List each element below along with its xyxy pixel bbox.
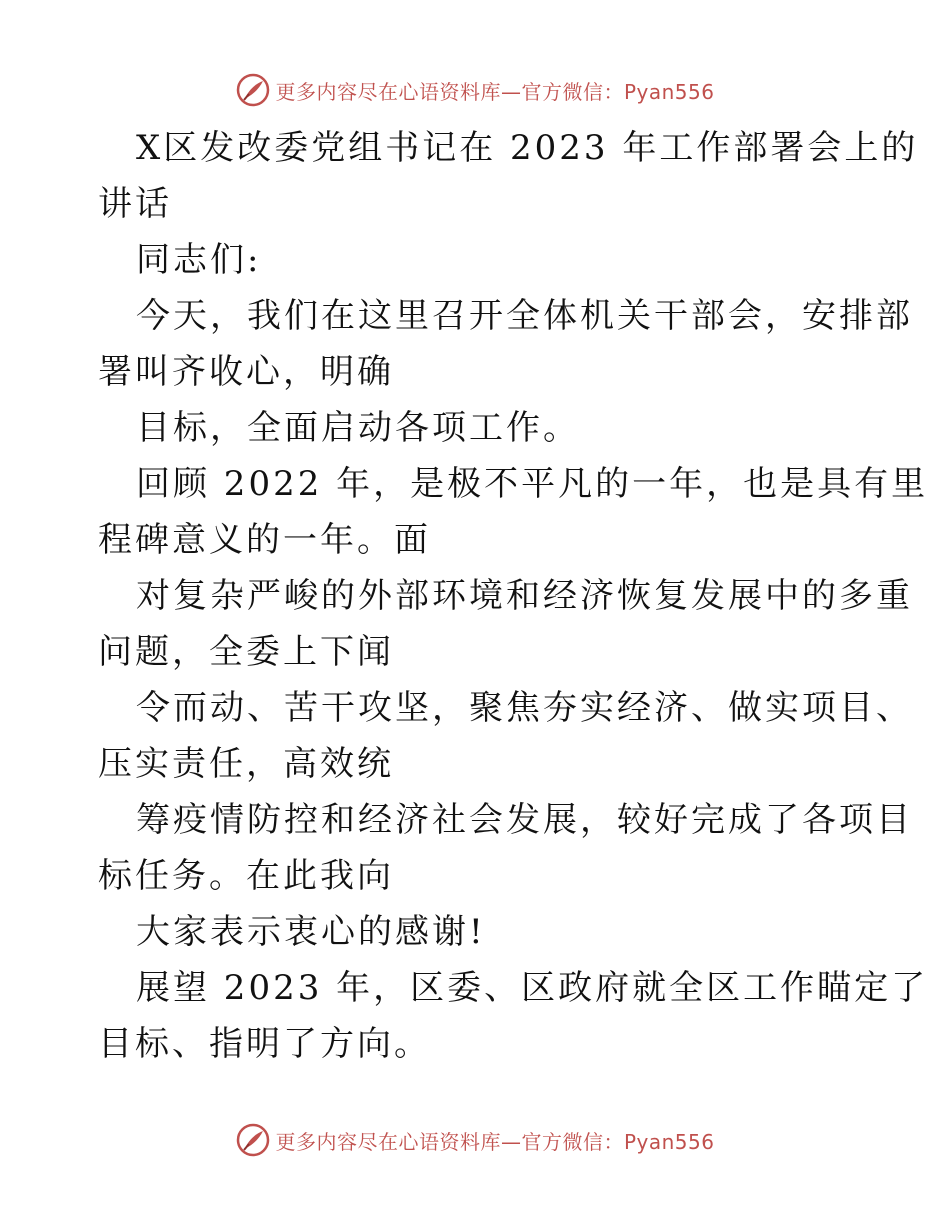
banner-text: 更多内容尽在心语资料库—官方微信：Pyan556 <box>275 1129 715 1154</box>
text-line: 问题，全委上下闻 <box>98 632 394 672</box>
text-line: 署叫齐收心，明确 <box>98 352 394 392</box>
text-line: 大家表示衷心的感谢! <box>136 912 486 952</box>
text-line: 讲话 <box>98 184 172 224</box>
text-line: 程碑意义的一年。面 <box>98 520 431 560</box>
footer-banner <box>0 1120 950 1160</box>
header-banner <box>0 70 950 110</box>
document-body <box>98 120 929 1072</box>
text-line: 今天，我们在这里召开全体机关干部会，安排部 <box>136 296 913 336</box>
quill-logo-icon <box>235 1122 271 1158</box>
text-line: 目标，全面启动各项工作。 <box>136 408 580 448</box>
text-line: 展望 2023 年，区委、区政府就全区工作瞄定了 <box>136 968 929 1008</box>
text-line: 压实责任，高效统 <box>98 744 394 784</box>
text-line: X区发改委党组书记在 2023 年工作部署会上的 <box>136 128 919 168</box>
text-line: 回顾 2022 年，是极不平凡的一年，也是具有里 <box>136 464 929 504</box>
text-line: 标任务。在此我向 <box>98 856 394 896</box>
text-line: 令而动、苦干攻坚，聚焦夯实经济、做实项目、 <box>136 688 913 728</box>
text-line: 目标、指明了方向。 <box>98 1024 431 1064</box>
text-line: 筹疫情防控和经济社会发展，较好完成了各项目 <box>136 800 913 840</box>
text-line: 同志们: <box>136 240 262 280</box>
banner-text: 更多内容尽在心语资料库—官方微信：Pyan556 <box>275 79 715 104</box>
text-line: 对复杂严峻的外部环境和经济恢复发展中的多重 <box>136 576 913 616</box>
quill-logo-icon <box>235 72 271 108</box>
